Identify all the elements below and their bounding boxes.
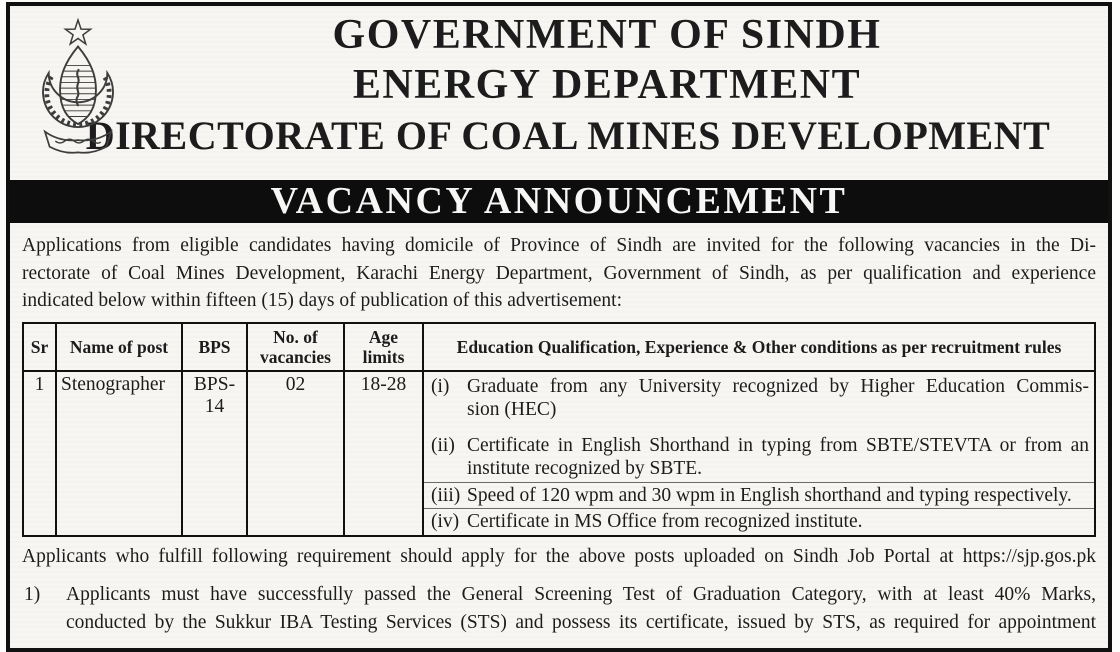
qualification-item [424, 433, 1094, 482]
vacancy-announcement-banner: VACANCY ANNOUNCEMENT [10, 180, 1108, 223]
qualification-item [424, 482, 1094, 509]
intro-line: Applications from eligible candidates having domicile of Province of Sindh are invited for the following vacancies in the Di- [22, 235, 1096, 256]
sindh-emblem-icon [26, 14, 130, 166]
table-header-row [23, 323, 1095, 371]
intro-line: rectorate of Coal Mines Development, Karachi Energy Department, Government of Sindh, as per qualification and experience [22, 262, 1096, 284]
table-row [23, 371, 1095, 536]
cell-post: Stenographer [56, 371, 182, 536]
column-header-age: Age limits [344, 323, 423, 371]
cell-qualifications [423, 371, 1095, 536]
cell-sr: 1 [23, 371, 56, 536]
department-header [10, 6, 1108, 162]
qualification-number: (i) [431, 375, 450, 397]
qualification-item [424, 372, 1094, 433]
vacancy-advertisement [6, 2, 1112, 652]
cell-vacancies: 02 [247, 371, 344, 536]
cell-bps: BPS-14 [182, 371, 247, 536]
column-header-education: Education Qualification, Experience & Other conditions as per recruitment rules [423, 323, 1095, 371]
qualification-text: Certificate in MS Office from recognized institute. [467, 511, 863, 532]
column-header-bps: BPS [182, 323, 247, 371]
requirement-item-1 [10, 570, 1108, 638]
vacancy-table [22, 322, 1096, 537]
intro-line: indicated below within fifteen (15) days of publication of this advertisement: [22, 290, 623, 311]
qualification-text: Certificate in English Shorthand in typing from SBTE/STEVTA or from an institute recognized by SBTE. [467, 434, 1089, 479]
portal-note: Applicants who fulfill following requirement should apply for the above posts uploaded on Sindh Job Portal at https://sjp.gos.pk [22, 545, 1096, 567]
header-government-of-sindh: GOVERNMENT OF SINDH [332, 12, 882, 58]
qualification-number: (iv) [431, 511, 460, 532]
requirement-text: Applicants must have successfully passed the General Screening Test of Graduation Category, with at least 40% Marks, conducted by the Sukkur IBA Testing Services (STS) and possess its certificate, issued by STS, as required for appointment [66, 583, 1096, 633]
header-energy-department: ENERGY DEPARTMENT [352, 62, 862, 108]
masthead [10, 6, 1108, 178]
qualification-number: (ii) [431, 434, 455, 456]
column-header-sr: Sr [23, 323, 56, 371]
requirement-number: 1) [24, 583, 41, 605]
column-header-vacancies: No. of vacancies [247, 323, 344, 371]
intro-paragraph [10, 223, 1108, 317]
qualification-text: Speed of 120 wpm and 30 wpm in English shorthand and typing respectively. [467, 484, 1072, 506]
qualification-number: (iii) [431, 484, 461, 506]
qualification-item [424, 508, 1094, 535]
header-directorate: DIRECTORATE OF COAL MINES DEVELOPMENT [85, 113, 1051, 158]
cell-age-limits: 18-28 [344, 371, 423, 536]
sindh-emblem-logo [26, 14, 130, 171]
column-header-post: Name of post [56, 323, 182, 371]
qualification-text: Graduate from any University recognized by Higher Education Commis- sion (HEC) [467, 375, 1089, 420]
